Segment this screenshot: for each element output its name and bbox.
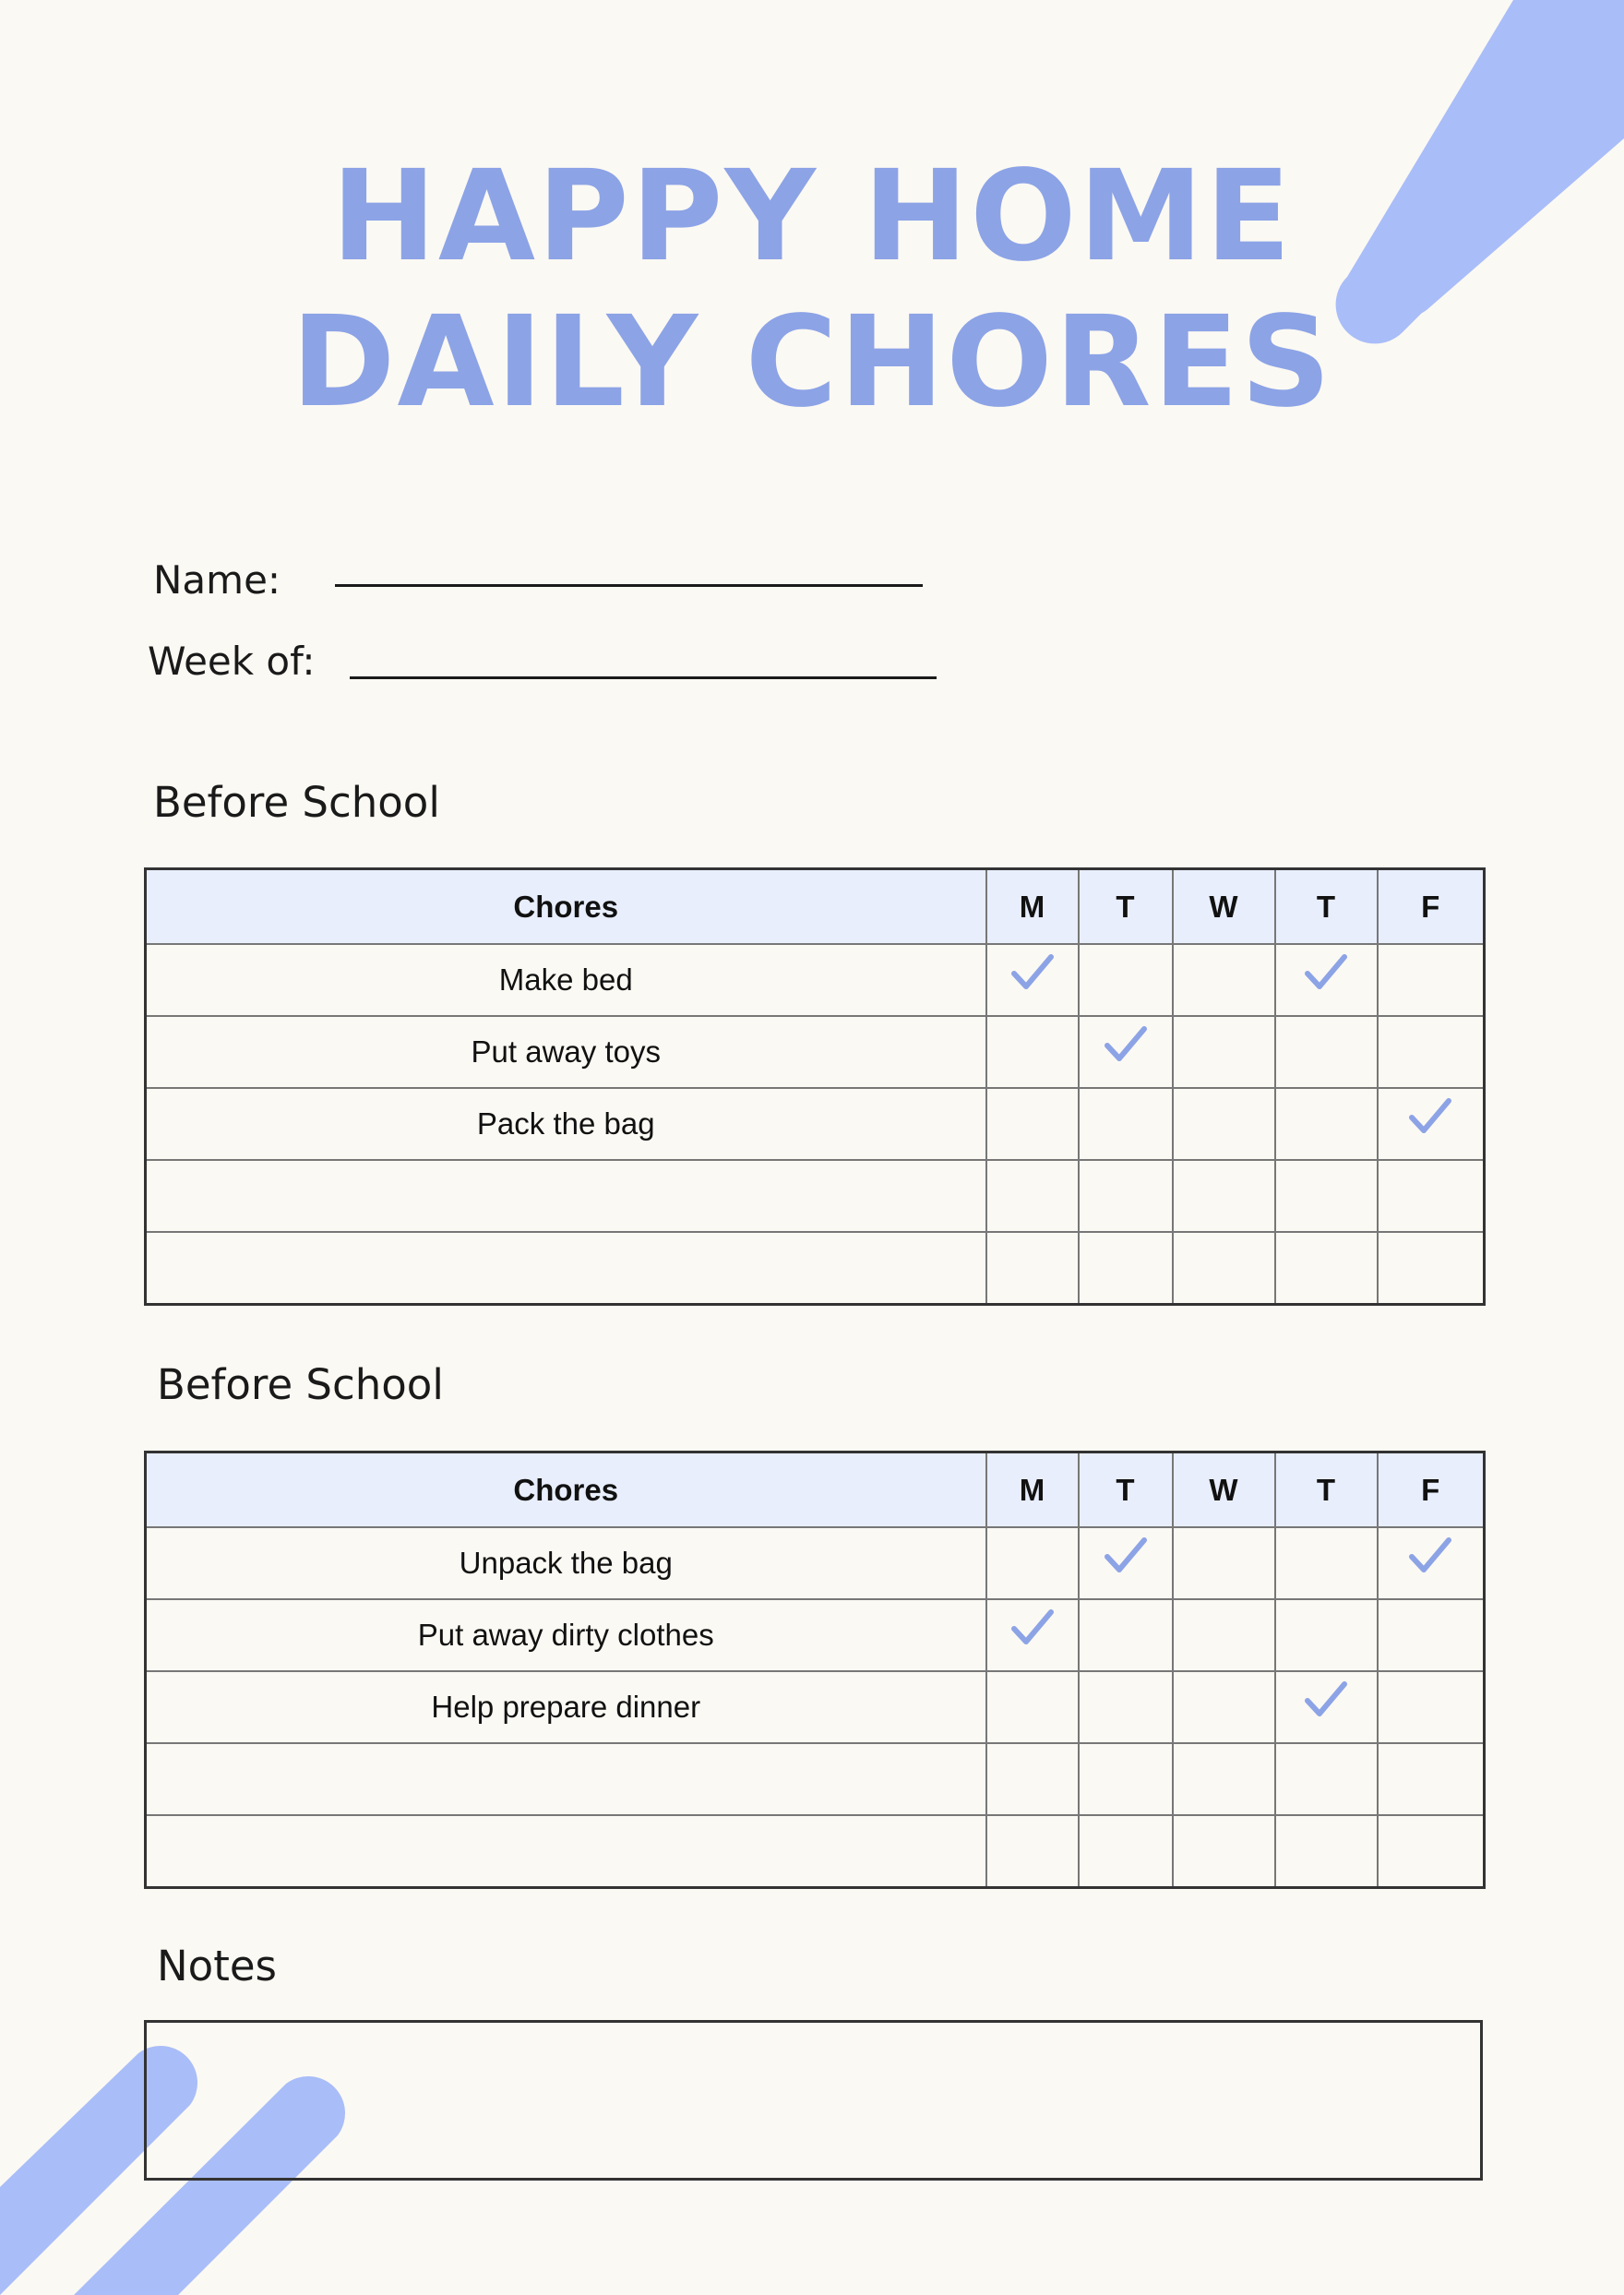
day-check-cell[interactable] [1275, 1088, 1378, 1160]
day-check-cell[interactable] [1079, 1599, 1173, 1671]
day-header: M [986, 869, 1079, 945]
day-check-cell[interactable] [1275, 1160, 1378, 1232]
day-check-cell[interactable] [1275, 1599, 1378, 1671]
day-check-cell[interactable] [1079, 1527, 1173, 1599]
day-check-cell[interactable] [986, 1527, 1079, 1599]
table-header-row [146, 869, 1485, 945]
day-check-cell[interactable] [1378, 1671, 1485, 1743]
chore-cell[interactable]: Put away toys [146, 1016, 986, 1088]
week-field[interactable] [350, 676, 937, 679]
name-label: Name: [153, 557, 281, 603]
day-header: T [1275, 869, 1378, 945]
day-check-cell[interactable] [1173, 1160, 1275, 1232]
day-check-cell[interactable] [1079, 1743, 1173, 1815]
notes-box[interactable] [144, 2020, 1483, 2181]
day-check-cell[interactable] [986, 944, 1079, 1016]
day-check-cell[interactable] [1173, 1527, 1275, 1599]
table-body [146, 1527, 1485, 1888]
chore-cell[interactable] [146, 1232, 986, 1305]
day-check-cell[interactable] [1378, 1815, 1485, 1888]
day-check-cell[interactable] [1378, 1743, 1485, 1815]
day-check-cell[interactable] [1173, 1671, 1275, 1743]
table-row [146, 1527, 1485, 1599]
day-check-cell[interactable] [1079, 1815, 1173, 1888]
checkmark-icon [1304, 1680, 1348, 1719]
day-check-cell[interactable] [1378, 944, 1485, 1016]
checkmark-icon [1304, 953, 1348, 992]
day-check-cell[interactable] [986, 1743, 1079, 1815]
checkmark-icon [1408, 1097, 1452, 1136]
week-label: Week of: [148, 639, 316, 684]
checkmark-icon [1010, 1608, 1055, 1647]
day-check-cell[interactable] [986, 1671, 1079, 1743]
table-row [146, 1160, 1485, 1232]
table-header-row [146, 1452, 1485, 1528]
day-check-cell[interactable] [986, 1016, 1079, 1088]
chore-cell[interactable]: Put away dirty clothes [146, 1599, 986, 1671]
day-check-cell[interactable] [986, 1599, 1079, 1671]
chore-cell[interactable]: Make bed [146, 944, 986, 1016]
day-check-cell[interactable] [1275, 1671, 1378, 1743]
chore-cell[interactable]: Help prepare dinner [146, 1671, 986, 1743]
day-check-cell[interactable] [1275, 1743, 1378, 1815]
day-check-cell[interactable] [1378, 1599, 1485, 1671]
notes-title: Notes [157, 1942, 277, 1990]
day-header: T [1079, 1452, 1173, 1528]
checkmark-icon [1408, 1536, 1452, 1575]
day-check-cell[interactable] [1079, 1160, 1173, 1232]
day-header: T [1275, 1452, 1378, 1528]
chores-header: Chores [146, 869, 986, 945]
day-check-cell[interactable] [1173, 1743, 1275, 1815]
table-row [146, 944, 1485, 1016]
checkmark-icon [1104, 1536, 1148, 1575]
day-check-cell[interactable] [1079, 1016, 1173, 1088]
day-header: W [1173, 869, 1275, 945]
day-header: W [1173, 1452, 1275, 1528]
day-check-cell[interactable] [1173, 1088, 1275, 1160]
table-body [146, 944, 1485, 1305]
title-line-2: DAILY CHORES [291, 290, 1333, 436]
day-check-cell[interactable] [1275, 1527, 1378, 1599]
day-check-cell[interactable] [1079, 944, 1173, 1016]
chores-header: Chores [146, 1452, 986, 1528]
day-check-cell[interactable] [1378, 1088, 1485, 1160]
day-check-cell[interactable] [986, 1815, 1079, 1888]
day-check-cell[interactable] [1173, 1815, 1275, 1888]
day-header: F [1378, 869, 1485, 945]
day-check-cell[interactable] [986, 1160, 1079, 1232]
day-check-cell[interactable] [1079, 1232, 1173, 1305]
chore-cell[interactable] [146, 1160, 986, 1232]
table-row [146, 1016, 1485, 1088]
day-check-cell[interactable] [986, 1232, 1079, 1305]
table-row [146, 1743, 1485, 1815]
day-check-cell[interactable] [1275, 944, 1378, 1016]
section-title-1: Before School [153, 778, 440, 827]
checkmark-icon [1010, 953, 1055, 992]
day-check-cell[interactable] [1173, 1016, 1275, 1088]
name-field[interactable] [335, 584, 923, 587]
chore-cell[interactable]: Unpack the bag [146, 1527, 986, 1599]
checkmark-icon [1104, 1025, 1148, 1064]
day-check-cell[interactable] [986, 1088, 1079, 1160]
day-header: F [1378, 1452, 1485, 1528]
day-check-cell[interactable] [1275, 1815, 1378, 1888]
chore-cell[interactable]: Pack the bag [146, 1088, 986, 1160]
table-row [146, 1815, 1485, 1888]
day-check-cell[interactable] [1173, 1599, 1275, 1671]
day-check-cell[interactable] [1079, 1088, 1173, 1160]
day-check-cell[interactable] [1173, 1232, 1275, 1305]
day-check-cell[interactable] [1378, 1527, 1485, 1599]
day-header: T [1079, 869, 1173, 945]
table-row [146, 1671, 1485, 1743]
chores-table-2 [144, 1451, 1486, 1889]
title-line-1: HAPPY HOME [331, 144, 1293, 290]
day-check-cell[interactable] [1275, 1016, 1378, 1088]
day-check-cell[interactable] [1378, 1016, 1485, 1088]
day-check-cell[interactable] [1079, 1671, 1173, 1743]
day-check-cell[interactable] [1378, 1232, 1485, 1305]
day-check-cell[interactable] [1378, 1160, 1485, 1232]
chores-table-1 [144, 867, 1486, 1306]
table-row [146, 1599, 1485, 1671]
chore-cell[interactable] [146, 1743, 986, 1815]
chore-cell[interactable] [146, 1815, 986, 1888]
table-row [146, 1232, 1485, 1305]
section-title-2: Before School [157, 1360, 444, 1409]
day-header: M [986, 1452, 1079, 1528]
day-check-cell[interactable] [1275, 1232, 1378, 1305]
table-row [146, 1088, 1485, 1160]
day-check-cell[interactable] [1173, 944, 1275, 1016]
